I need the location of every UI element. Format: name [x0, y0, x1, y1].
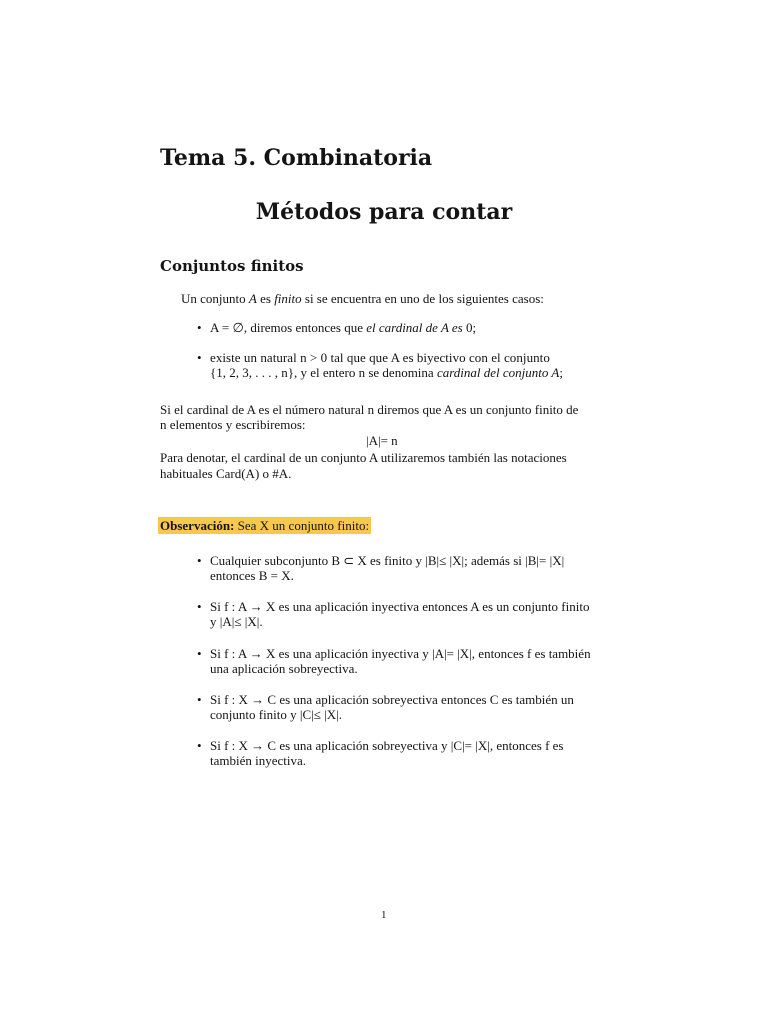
intro-text: si se encuentra en uno de los siguientes casos:	[301, 291, 544, 306]
observation-heading	[158, 518, 371, 533]
subsection-title: Conjuntos finitos	[160, 257, 304, 275]
intro-var: A	[248, 291, 257, 306]
chapter-title: Tema 5. Combinatoria	[160, 145, 433, 171]
item-text	[210, 738, 564, 768]
item-line: Si f : X → C es una aplicación sobreyectiva y |C|= |X|, entonces f es	[210, 738, 564, 753]
list-item	[197, 738, 609, 770]
bullet-icon: •	[197, 553, 202, 568]
item-line: Si f : A → X es una aplicación inyectiva y |A|= |X|, entonces f es también	[210, 646, 591, 661]
case-text-part: 0;	[462, 320, 477, 335]
case-line: existe un natural n > 0 tal que que A es biyectivo con el conjunto	[210, 350, 550, 365]
intro-text: es	[256, 291, 275, 306]
case-text-part: ;	[559, 365, 563, 380]
list-item	[197, 692, 609, 724]
bullet-icon: •	[197, 320, 202, 335]
paragraph-line: Para denotar, el cardinal de un conjunto A utilizaremos también las notaciones	[160, 450, 567, 465]
bullet-icon: •	[197, 738, 202, 753]
page-number: 1	[381, 909, 387, 921]
bullet-icon: •	[197, 646, 202, 661]
list-item	[197, 320, 609, 336]
intro-line	[181, 291, 544, 306]
case-emph: cardinal del conjunto A	[436, 365, 560, 380]
paragraph-line: Si el cardinal de A es el número natural n diremos que A es un conjunto finito de	[160, 402, 579, 417]
item-line: también inyectiva.	[210, 753, 307, 768]
bullet-icon: •	[197, 599, 202, 614]
observation-text: Sea X un conjunto finito:	[234, 518, 370, 533]
case-line	[210, 365, 609, 380]
item-line: entonces B = X.	[210, 568, 294, 583]
item-line: Cualquier subconjunto B ⊂ X es finito y |B|≤ |X|; además si |B|= |X|	[210, 553, 565, 568]
case-text	[210, 320, 476, 335]
observation-highlight	[158, 517, 371, 534]
list-item	[197, 599, 609, 631]
list-item	[197, 350, 609, 382]
item-text	[210, 692, 574, 722]
item-text	[210, 646, 591, 676]
bullet-icon: •	[197, 692, 202, 707]
intro-text: Un conjunto	[181, 291, 249, 306]
bullet-icon: •	[197, 350, 202, 365]
item-line: conjunto finito y |C|≤ |X|.	[210, 707, 343, 722]
item-text	[210, 553, 564, 583]
list-item	[197, 646, 609, 678]
paragraph-line: n elementos y escribiremos:	[160, 417, 306, 432]
case-text	[210, 350, 609, 380]
formula: |A|= n	[366, 433, 398, 448]
item-line: y |A|≤ |X|.	[210, 614, 263, 629]
item-text	[210, 599, 589, 629]
section-title: Métodos para contar	[255, 199, 513, 225]
list-item	[197, 553, 609, 585]
observation-label: Observación:	[160, 518, 235, 533]
intro-emph: finito	[274, 291, 302, 306]
item-line: Si f : X → C es una aplicación sobreyectiva entonces C es también un	[210, 692, 574, 707]
case-emph: el cardinal de A es	[366, 320, 463, 335]
paragraph-line: habituales Card(A) o #A.	[160, 466, 292, 481]
case-text-part: A = ∅, diremos entonces que	[210, 320, 367, 335]
item-line: una aplicación sobreyectiva.	[210, 661, 358, 676]
case-text-part: {1, 2, 3, . . . , n}, y el entero n se denomina	[210, 365, 437, 380]
item-line: Si f : A → X es una aplicación inyectiva entonces A es un conjunto finito	[210, 599, 590, 614]
